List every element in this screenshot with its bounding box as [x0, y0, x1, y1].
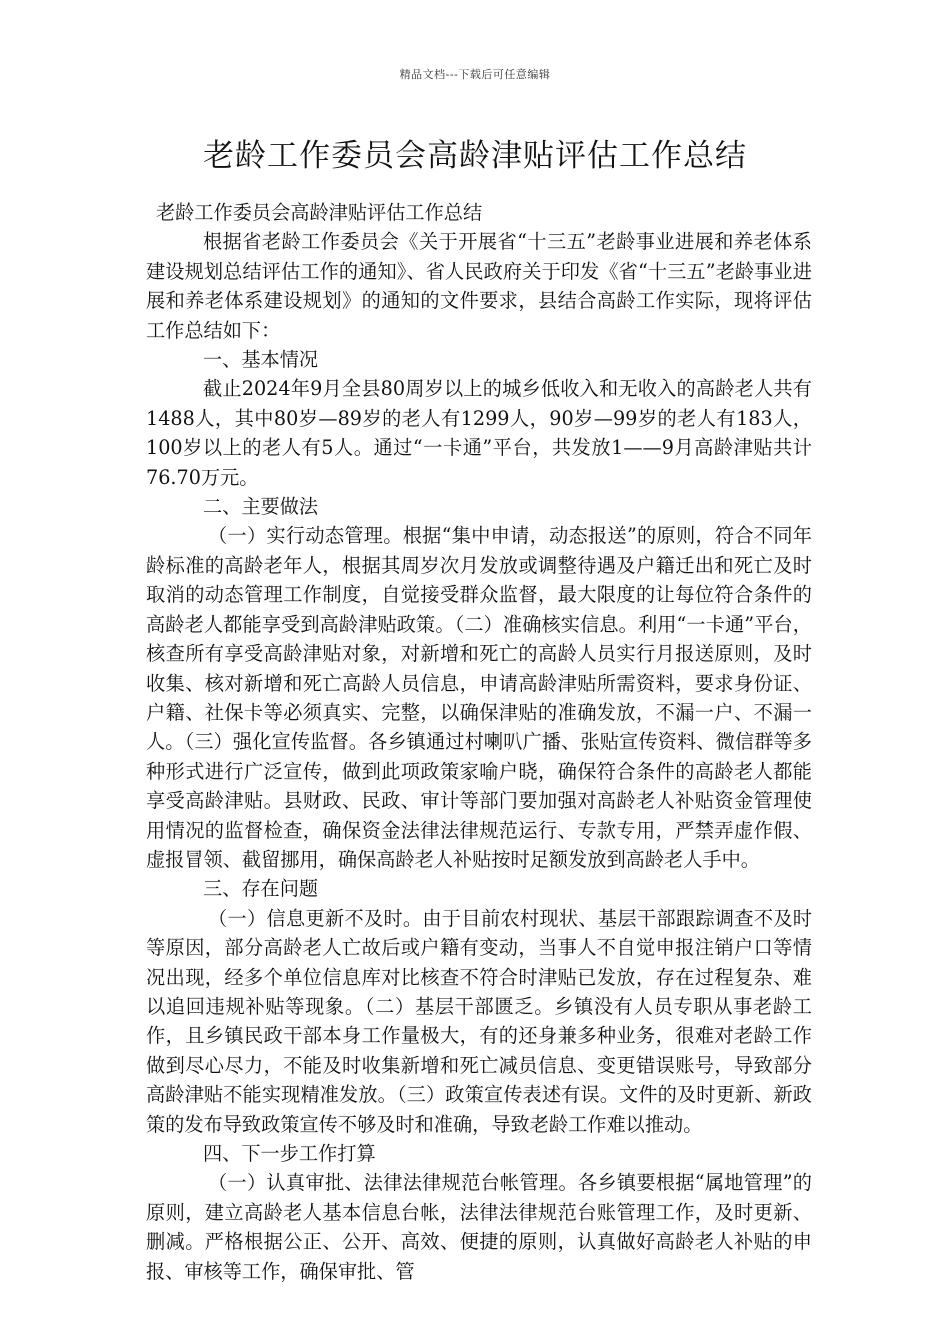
- section-heading-main-practices: 二、主要做法: [203, 495, 319, 519]
- section-body-next-steps: （一）认真审批、法律法律规范台帐管理。各乡镇要根据“属地管理”的原则，建立高龄老人基本信息台帐，法律法律规范台账管理工作，及时更新、删减。严格根据公正、公开、高效、便捷的原则，认真做好高龄老人补贴的申报、审核等工作，确保审批、管: [146, 1171, 812, 1283]
- document-title: 老龄工作委员会高龄津贴评估工作总结: [203, 138, 747, 174]
- section-body-basic-situation: 截止2024年9月全县80周岁以上的城乡低收入和无收入的高龄老人共有1488人，其中80岁—89岁的老人有1299人，90岁—99岁的老人有183人，100岁以上的老人有5人。通过“一卡通”平台，共发放1——9月高龄津贴共计76.70万元。: [146, 377, 812, 489]
- document-subtitle: 老龄工作委员会高龄津贴评估工作总结: [156, 201, 483, 224]
- section-heading-problems: 三、存在问题: [203, 877, 319, 901]
- section-body-problems: （一）信息更新不及时。由于目前农村现状、基层干部跟踪调查不及时等原因，部分高龄老人亡故后或户籍有变动，当事人不自觉申报注销户口等情况出现，经多个单位信息库对比核查不符合时津贴已发放，存在过程复杂、难以追回违规补贴等现象。（二）基层干部匮乏。乡镇没有人员专职从事老龄工作，且乡镇民政干部本身工作量极大，有的还身兼多种业务，很难对老龄工作做到尽心尽力，不能及时收集新增和死亡减员信息、变更错误账号，导致部分高龄津贴不能实现精准发放。（三）政策宣传表述有误。文件的及时更新、新政策的发布导致政策宣传不够及时和准确，导致老龄工作难以推动。: [146, 906, 812, 1136]
- section-heading-next-steps: 四、下一步工作打算: [203, 1142, 376, 1165]
- section-heading-basic-situation: 一、基本情况: [203, 348, 319, 372]
- intro-paragraph: 根据省老龄工作委员会《关于开展省“十三五”老龄事业进展和养老体系建设规划总结评估工作的通知》、省人民政府关于印发《省“十三五”老龄事业进展和养老体系建设规划》的通知的文件要求，县结合高龄工作实际，现将评估工作总结如下：: [146, 230, 812, 342]
- section-body-main-practices: （一）实行动态管理。根据“集中申请，动态报送”的原则，符合不同年龄标准的高龄老年人，根据其周岁次月发放或调整待遇及户籍迁出和死亡及时取消的动态管理工作制度，自觉接受群众监督，最大限度的让每位符合条件的高龄老人都能享受到高龄津贴政策。（二）准确核实信息。利用“一卡通”平台，核查所有享受高龄津贴对象，对新增和死亡的高龄人员实行月报送原则，及时收集、核对新增和死亡高龄人员信息，申请高龄津贴所需资料，要求身份证、户籍、社保卡等必须真实、完整，以确保津贴的准确发放，不漏一户、不漏一人。（三）强化宣传监督。各乡镇通过村喇叭广播、张贴宣传资料、微信群等多种形式进行广泛宣传，做到此项政策家喻户晓，确保符合条件的高龄老人都能享受高龄津贴。县财政、民政、审计等部门要加强对高龄老人补贴资金管理使用情况的监督检查，确保资金法律法律规范运行、专款专用，严禁弄虚作假、虚报冒领、截留挪用，确保高龄老人补贴按时足额发放到高龄老人手中。: [146, 524, 812, 871]
- header-note: 精品文档---下载后可任意编辑: [399, 68, 551, 81]
- document-body: [146, 198, 812, 1286]
